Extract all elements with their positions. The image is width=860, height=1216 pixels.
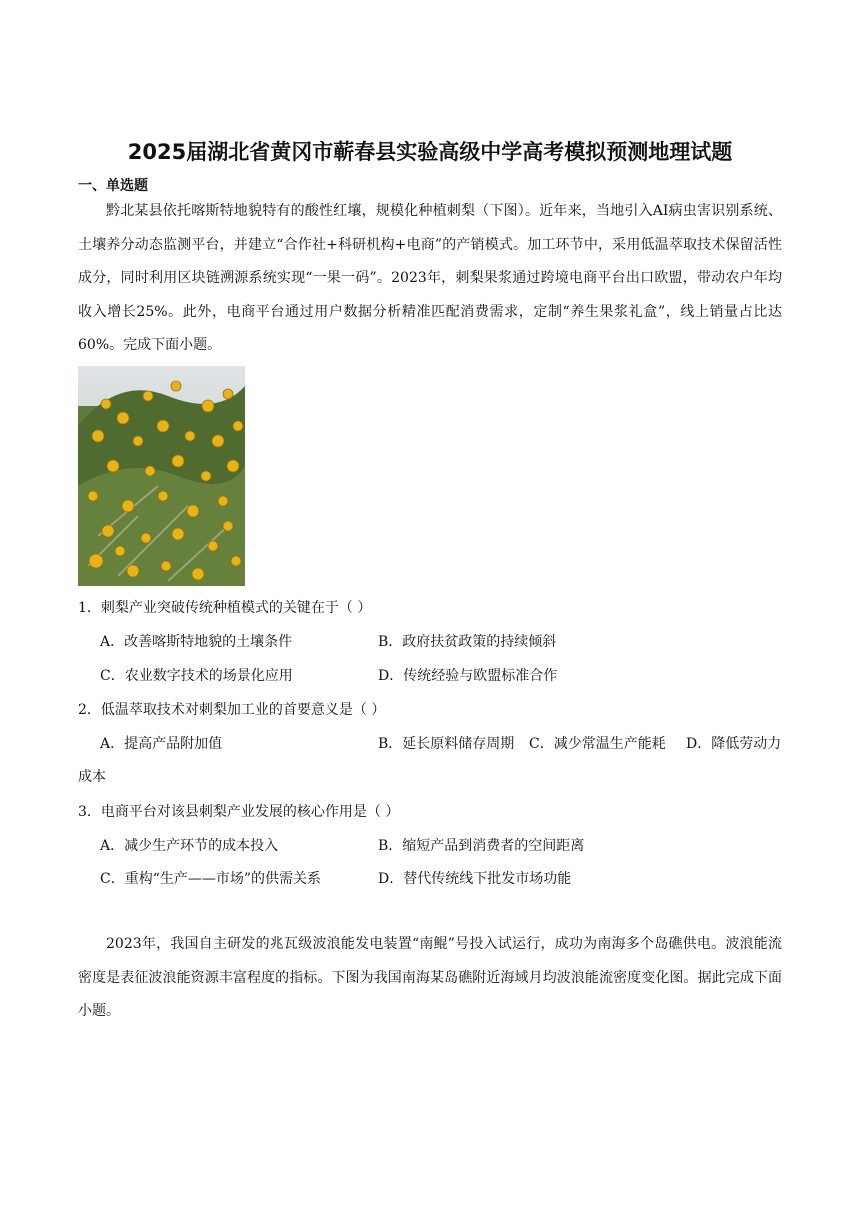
rosa-roxburghii-photo: [78, 366, 245, 586]
passage-1: 黔北某县依托喀斯特地貌特有的酸性红壤，规模化种植刺梨（下图）。近年来，当地引入AI病虫害识别系统、土壤养分动态监测平台，并建立“合作社+科研机构+电商”的产销模式。加工环节中，采用低温萃取技术保留活性成分，同时利用区块链溯源系统实现“一果一码”。2023年，刺梨果浆通过跨境电商平台出口欧盟，带动农户年均收入增长25%。此外，电商平台通过用户数据分析精准匹配消费需求，定制“养生果浆礼盒”，线上销量占比达60%。完成下面小题。: [78, 203, 782, 353]
question-3-option-d[interactable]: D．替代传统线下批发市场功能: [378, 871, 572, 887]
question-3-option-b[interactable]: B．缩短产品到消费者的空间距离: [378, 838, 585, 854]
question-2-option-c[interactable]: C．减少常温生产能耗: [529, 736, 666, 752]
question-2-option-d-text: D．降低劳动力: [686, 736, 782, 752]
passage-2: 2023年，我国自主研发的兆瓦级波浪能发电装置“南鲲”号投入试运行，成功为南海多个岛礁供电。波浪能流密度是表征波浪能资源丰富程度的指标。下图为我国南海某岛礁附近海域月均波浪能流密度变化图。据此完成下面小题。: [78, 936, 782, 1019]
question-3-option-a[interactable]: A．减少生产环节的成本投入: [100, 838, 279, 854]
question-1-option-c[interactable]: C．农业数字技术的场景化应用: [100, 668, 293, 684]
question-3-option-c[interactable]: C．重构“生产——市场”的供需关系: [100, 871, 322, 887]
page-title: 2025届湖北省黄冈市蕲春县实验高级中学高考模拟预测地理试题: [127, 140, 733, 164]
question-2-option-a[interactable]: A．提高产品附加值: [100, 736, 223, 752]
question-1-option-a[interactable]: A．改善喀斯特地貌的土壤条件: [100, 634, 293, 650]
question-3-stem: 3．电商平台对该县刺梨产业发展的核心作用是（ ）: [78, 804, 400, 820]
question-2-option-d[interactable]: [686, 733, 782, 753]
question-2-stem: 2．低温萃取技术对刺梨加工业的首要意义是（ ）: [78, 702, 386, 718]
question-1-option-b[interactable]: B．政府扶贫政策的持续倾斜: [378, 634, 557, 650]
question-1-option-d[interactable]: D．传统经验与欧盟标准合作: [378, 668, 558, 684]
question-1-stem: 1．刺梨产业突破传统种植模式的关键在于（ ）: [78, 600, 372, 616]
section-heading: 一、单选题: [78, 178, 148, 194]
question-2-option-d-wrap: 成本: [78, 769, 106, 785]
question-2-option-b[interactable]: B．延长原料储存周期: [378, 736, 515, 752]
